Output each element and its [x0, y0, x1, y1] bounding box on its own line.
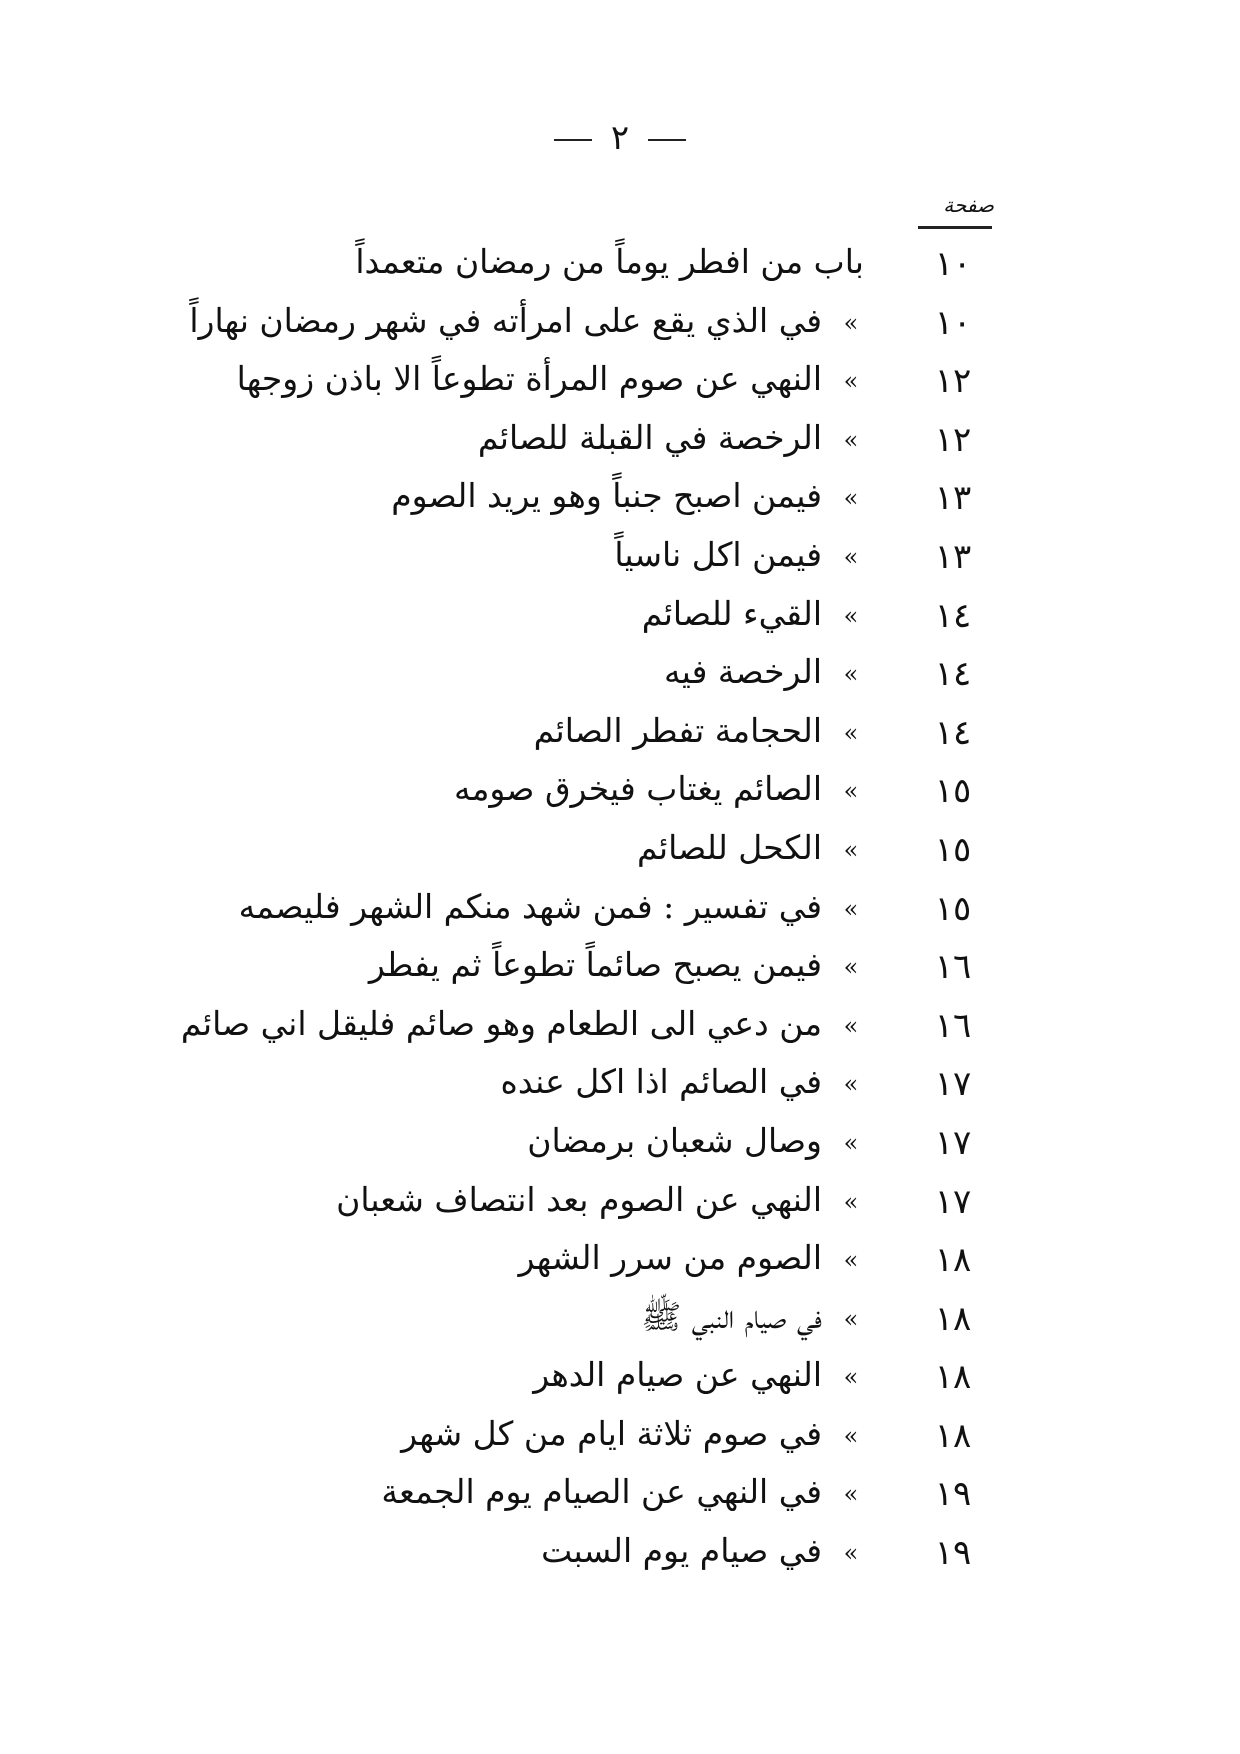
toc-page-number: ١٨	[934, 1240, 972, 1281]
toc-entry-title: النهي عن صوم المرأة تطوعاً الا باذن زوجها	[236, 359, 822, 399]
toc-entry-title: الكحل للصائم	[636, 827, 822, 867]
toc-page-number: ١٠	[934, 244, 972, 284]
toc-entry-title: فيمن اصبح جنباً وهو يريد الصوم	[391, 476, 822, 516]
toc-ditto-mark: »	[843, 660, 859, 689]
toc-entry	[0, 1228, 1240, 1287]
toc-page-number: ١٦	[934, 1005, 972, 1046]
table-of-contents	[0, 232, 1240, 1580]
toc-page-number: ١٩	[934, 1533, 972, 1574]
toc-entry	[0, 1170, 1240, 1229]
toc-page-number: ١٦	[934, 947, 972, 988]
toc-page-number: ١٧	[934, 1064, 972, 1105]
toc-ditto-mark: »	[843, 1539, 859, 1568]
toc-page-number: ١٠	[934, 302, 972, 343]
toc-ditto-mark: »	[843, 835, 859, 864]
toc-entry	[0, 1345, 1240, 1404]
toc-ditto-mark: »	[843, 1246, 859, 1275]
toc-entry	[0, 701, 1240, 760]
toc-entry	[0, 408, 1240, 467]
toc-ditto-mark: »	[843, 425, 859, 454]
toc-ditto-mark: »	[843, 308, 859, 337]
toc-entry	[0, 1521, 1240, 1580]
toc-entry	[0, 466, 1240, 525]
toc-ditto-mark: »	[843, 1128, 859, 1157]
toc-page-number: ١٤	[934, 712, 972, 753]
toc-entry	[0, 349, 1240, 408]
toc-ditto-mark: »	[843, 1304, 859, 1333]
page-number: ٢	[610, 118, 630, 158]
toc-page-number: ١٥	[934, 829, 972, 870]
toc-page-number: ١٣	[934, 536, 972, 577]
toc-ditto-mark: »	[843, 484, 859, 513]
toc-entry	[0, 1287, 1240, 1346]
toc-page-number: ١٨	[934, 1357, 972, 1398]
toc-page-number: ١٥	[934, 771, 972, 812]
header-dash-left	[554, 139, 592, 141]
toc-entry-title: في الصائم اذا اكل عنده	[500, 1062, 822, 1102]
toc-entry	[0, 525, 1240, 584]
toc-entry-title: الرخصة في القبلة للصائم	[477, 417, 822, 457]
toc-entry	[0, 1462, 1240, 1521]
toc-ditto-mark: »	[843, 1011, 859, 1040]
toc-entry-title: في النهي عن الصيام يوم الجمعة	[381, 1472, 822, 1512]
toc-entry-title: في الذي يقع على امرأته في شهر رمضان نهاراً	[189, 300, 822, 340]
toc-ditto-mark: »	[843, 777, 859, 806]
toc-page-number: ١٢	[934, 419, 972, 460]
toc-ditto-mark: »	[843, 894, 859, 923]
toc-ditto-mark: »	[843, 601, 859, 630]
toc-page-number: ١٨	[934, 1415, 972, 1456]
toc-entry-title: وصال شعبان برمضان	[527, 1120, 822, 1160]
toc-ditto-mark: »	[843, 542, 859, 571]
toc-entry-title: في تفسير : فمن شهد منكم الشهر فليصمه	[238, 886, 822, 926]
toc-entry-title: فيمن يصبح صائماً تطوعاً ثم يفطر	[368, 945, 822, 985]
toc-ditto-mark: »	[843, 953, 859, 982]
toc-entry	[0, 759, 1240, 818]
toc-entry	[0, 291, 1240, 350]
toc-page-number: ١٧	[934, 1122, 972, 1163]
toc-entry-title: فيمن اكل ناسياً	[614, 534, 822, 574]
toc-ditto-mark: »	[843, 1480, 859, 1509]
toc-entry	[0, 877, 1240, 936]
toc-entry-title: النهي عن صيام الدهر	[533, 1355, 822, 1395]
toc-entry	[0, 1111, 1240, 1170]
toc-page-number: ١٧	[934, 1181, 972, 1222]
toc-entry-title: باب من افطر يوماً من رمضان متعمداً	[355, 242, 864, 281]
toc-entry-title: القيء للصائم	[641, 593, 822, 633]
toc-page-number: ١٢	[934, 361, 972, 402]
toc-entry	[0, 994, 1240, 1053]
toc-page-number: ١٥	[934, 888, 972, 929]
column-label-rule	[918, 226, 992, 229]
toc-entry	[0, 935, 1240, 994]
toc-ditto-mark: »	[843, 1187, 859, 1216]
toc-entry	[0, 818, 1240, 877]
toc-entry	[0, 642, 1240, 701]
toc-entry	[0, 1052, 1240, 1111]
toc-entry-title: النهي عن الصوم بعد انتصاف شعبان	[336, 1179, 822, 1219]
toc-page-number: ١٤	[934, 654, 972, 695]
toc-entry-title: الصائم يغتاب فيخرق صومه	[454, 769, 822, 809]
toc-entry	[0, 232, 1240, 291]
toc-entry-title: الحجامة تفطر الصائم	[533, 710, 822, 750]
toc-entry-title: من دعي الى الطعام وهو صائم فليقل اني صائم	[180, 1003, 822, 1043]
toc-page-number: ١٩	[934, 1474, 972, 1515]
toc-entry-title: الرخصة فيه	[663, 652, 822, 692]
toc-ditto-mark: »	[843, 367, 859, 396]
toc-entry-title: في صوم ثلاثة ايام من كل شهر	[401, 1413, 822, 1453]
header-dash-right	[648, 139, 686, 141]
toc-page-number: ١٣	[934, 478, 972, 519]
toc-entry	[0, 1404, 1240, 1463]
toc-ditto-mark: »	[843, 1363, 859, 1392]
toc-page-number: ١٤	[934, 595, 972, 636]
page-number-header	[0, 118, 1240, 158]
toc-ditto-mark: »	[843, 1421, 859, 1450]
toc-entry-title: في صيام النبي ﷺ	[641, 1296, 822, 1336]
toc-page-number: ١٨	[934, 1298, 972, 1339]
page-column-label: صفحة	[943, 193, 994, 217]
toc-entry-title: الصوم من سرر الشهر	[518, 1238, 822, 1278]
toc-entry	[0, 584, 1240, 643]
toc-ditto-mark: »	[843, 1070, 859, 1099]
toc-ditto-mark: »	[843, 718, 859, 747]
toc-entry-title: في صيام يوم السبت	[541, 1531, 822, 1571]
